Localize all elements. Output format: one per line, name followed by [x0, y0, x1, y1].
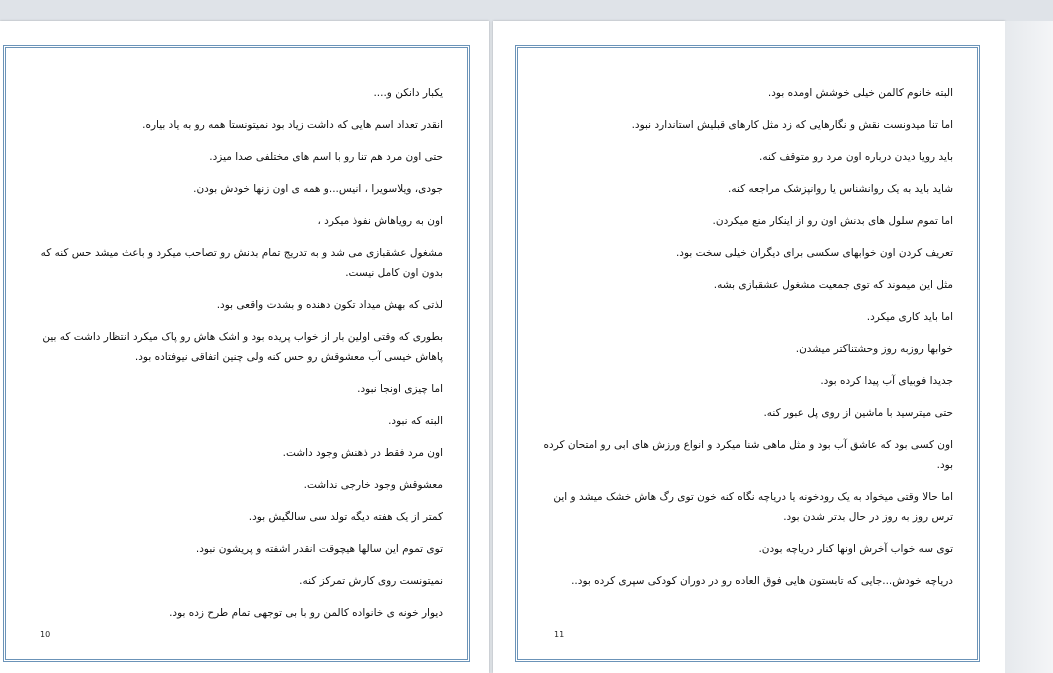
- paragraph: باید رویا دیدن درباره اون مرد رو متوقف کنه.: [759, 151, 953, 163]
- paragraph: بطوری که وقتی اولین بار از خواب پریده بود و اشک هاش رو پاک میکرد انتظار داشت که بین پاهاش خیسی آب معشوقش رو حس کنه ولی چنین اتفاقی نیوفتاده بود.: [42, 331, 443, 363]
- paragraph: جودی، ویلاسویرا ، انیس...و همه ی اون زنها خودش بودن.: [193, 183, 443, 195]
- paragraph: دریاچه خودش...جایی که تابستون هایی فوق العاده رو در دوران کودکی سپری کرده بود..: [571, 575, 953, 587]
- paragraph: لذتی که بهش میداد تکون دهنده و بشدت واقعی بود.: [216, 299, 443, 311]
- paragraph: اما حالا وقتی میخواد به یک رودخونه یا دریاچه نگاه کنه خون توی رگ هاش خشک میشد و این ترس روز به روز در حال بدتر شدن بود.: [553, 491, 953, 523]
- paragraph: اما تموم سلول های بدنش اون رو از اینکار منع میکردن.: [712, 215, 953, 227]
- page-body: [543, 83, 953, 603]
- paragraph: حتی اون مرد هم تنا رو با اسم های مختلفی صدا میزد.: [209, 151, 443, 163]
- paragraph: اون کسی بود که عاشق آب بود و مثل ماهی شنا میکرد و انواع ورزش های ابی رو امتحان کرده بود.: [543, 439, 953, 471]
- paragraph: اما چیزی اونجا نبود.: [357, 383, 443, 395]
- page-number: 11: [554, 630, 565, 639]
- workspace-margin: [1005, 21, 1053, 673]
- paragraph: یکبار دانکن و....: [373, 87, 443, 99]
- document-page-left[interactable]: [0, 21, 489, 673]
- paragraph: شاید باید به یک روانشناس یا روانپزشک مراجعه کنه.: [727, 183, 953, 195]
- paragraph: اما باید کاری میکرد.: [866, 311, 953, 323]
- paragraph: حتی میترسید با ماشین از روی پل عبور کنه.: [763, 407, 953, 419]
- paragraph: اون مرد فقط در ذهنش وجود داشت.: [282, 447, 443, 459]
- paragraph: جدیدا فوبیای آب پیدا کرده بود.: [820, 375, 953, 387]
- paragraph: تعریف کردن اون خوابهای سکسی برای دیگران خیلی سخت بود.: [675, 247, 953, 259]
- paragraph: توی سه خواب آخرش اونها کنار دریاچه بودن.: [758, 543, 953, 555]
- paragraph: البته که نبود.: [388, 415, 443, 427]
- page-number: 10: [40, 630, 51, 639]
- paragraph: توی تموم این سالها هیچوقت انقدر اشفته و پریشون نبود.: [195, 543, 443, 555]
- paragraph: مشغول عشقبازی می شد و به تدریج تمام بدنش رو تصاحب میکرد و باعث میشد حس کنه که بدون اون کامل نیست.: [40, 247, 443, 279]
- page-body: [30, 83, 443, 635]
- paragraph: دیوار خونه ی خانواده کالمن رو با بی توجهی تمام طرح زده بود.: [169, 607, 443, 619]
- paragraph: نمیتونست روی کارش تمرکز کنه.: [299, 575, 443, 587]
- paragraph: کمتر از یک هفته دیگه تولد سی سالگیش بود.: [248, 511, 443, 523]
- paragraph: اون به رویاهاش نفوذ میکرد ،: [317, 215, 443, 227]
- paragraph: مثل این میموند که توی جمعیت مشغول عشقبازی بشه.: [713, 279, 953, 291]
- paragraph: اما تنا میدونست نقش و نگارهایی که زد مثل کارهای قبلیش استاندارد نبود.: [631, 119, 953, 131]
- paragraph: معشوقش وجود خارجی نداشت.: [303, 479, 443, 491]
- paragraph: البته خانوم کالمن خیلی خوشش اومده بود.: [767, 87, 953, 99]
- paragraph: خوابها روزبه روز وحشتناکتر میشدن.: [795, 343, 953, 355]
- paragraph: انقدر تعداد اسم هایی که داشت زیاد بود نمیتونستا همه رو به یاد بیاره.: [142, 119, 443, 131]
- document-page-right[interactable]: [493, 21, 1005, 673]
